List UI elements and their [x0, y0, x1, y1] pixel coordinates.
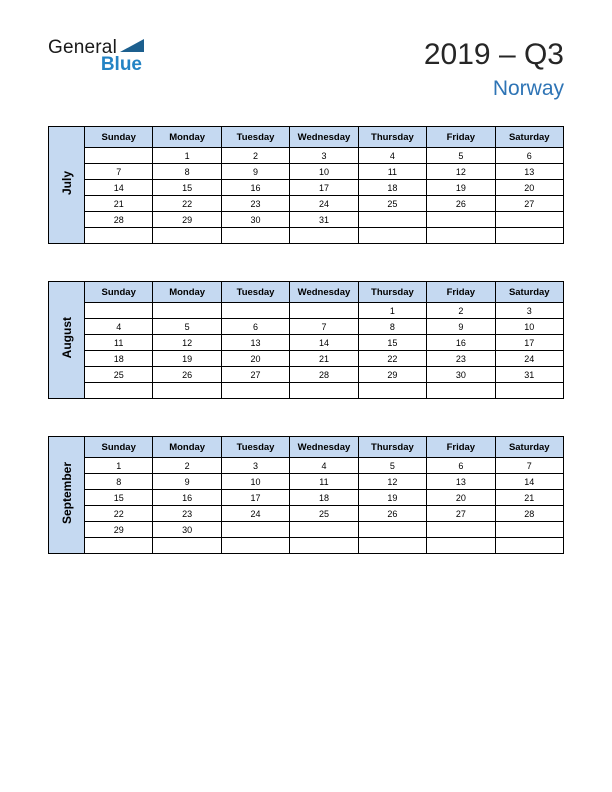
week-row [49, 474, 564, 490]
day-cell-august-23: 23 [427, 351, 495, 367]
empty-day-cell [221, 303, 289, 319]
day-cell-september-10: 10 [221, 474, 289, 490]
day-cell-july-3: 3 [290, 148, 358, 164]
day-cell-august-13: 13 [221, 335, 289, 351]
day-cell-september-14: 14 [495, 474, 563, 490]
day-cell-august-31: 31 [495, 367, 563, 383]
empty-day-cell [221, 228, 289, 244]
day-cell-july-21: 21 [85, 196, 153, 212]
logo [48, 38, 144, 74]
week-row [49, 303, 564, 319]
empty-day-cell [85, 538, 153, 554]
logo-text-blue: Blue [100, 54, 142, 75]
week-row [49, 335, 564, 351]
month-label-text: August [59, 317, 74, 359]
day-cell-september-1: 1 [85, 458, 153, 474]
day-header-friday: Friday [427, 437, 495, 458]
day-cell-september-13: 13 [427, 474, 495, 490]
day-header-saturday: Saturday [495, 437, 563, 458]
day-header-tuesday: Tuesday [221, 127, 289, 148]
page-header [0, 0, 612, 102]
day-header-saturday: Saturday [495, 282, 563, 303]
day-cell-august-1: 1 [358, 303, 426, 319]
day-cell-july-17: 17 [290, 180, 358, 196]
day-cell-july-23: 23 [221, 196, 289, 212]
day-cell-august-22: 22 [358, 351, 426, 367]
day-cell-july-25: 25 [358, 196, 426, 212]
empty-day-cell [495, 212, 563, 228]
day-header-tuesday: Tuesday [221, 282, 289, 303]
empty-day-cell [85, 148, 153, 164]
day-cell-september-4: 4 [290, 458, 358, 474]
day-cell-july-4: 4 [358, 148, 426, 164]
week-row [49, 148, 564, 164]
day-cell-september-15: 15 [85, 490, 153, 506]
day-cell-july-19: 19 [427, 180, 495, 196]
empty-day-cell [358, 212, 426, 228]
empty-day-cell [153, 383, 221, 399]
week-row [49, 351, 564, 367]
week-row [49, 367, 564, 383]
week-row [49, 196, 564, 212]
day-cell-september-27: 27 [427, 506, 495, 522]
day-header-monday: Monday [153, 282, 221, 303]
empty-day-cell [290, 522, 358, 538]
day-cell-september-6: 6 [427, 458, 495, 474]
day-header-sunday: Sunday [85, 282, 153, 303]
week-row [49, 212, 564, 228]
day-cell-july-10: 10 [290, 164, 358, 180]
day-cell-september-12: 12 [358, 474, 426, 490]
day-cell-september-25: 25 [290, 506, 358, 522]
month-label-text: July [59, 170, 74, 195]
day-cell-july-20: 20 [495, 180, 563, 196]
day-cell-july-16: 16 [221, 180, 289, 196]
day-cell-august-19: 19 [153, 351, 221, 367]
day-header-friday: Friday [427, 127, 495, 148]
empty-day-cell [358, 383, 426, 399]
empty-day-cell [290, 228, 358, 244]
day-header-row [49, 127, 564, 148]
day-cell-september-30: 30 [153, 522, 221, 538]
month-label-text: September [59, 461, 74, 524]
day-header-row [49, 282, 564, 303]
day-cell-july-7: 7 [85, 164, 153, 180]
day-cell-august-16: 16 [427, 335, 495, 351]
calendar-table-august [48, 281, 564, 399]
empty-day-cell [358, 522, 426, 538]
day-cell-august-27: 27 [221, 367, 289, 383]
day-cell-september-18: 18 [290, 490, 358, 506]
day-cell-august-4: 4 [85, 319, 153, 335]
empty-day-cell [427, 228, 495, 244]
day-cell-september-21: 21 [495, 490, 563, 506]
day-header-thursday: Thursday [358, 282, 426, 303]
month-label-august [49, 282, 85, 399]
day-cell-august-8: 8 [358, 319, 426, 335]
empty-day-cell [427, 522, 495, 538]
day-cell-august-18: 18 [85, 351, 153, 367]
day-cell-august-2: 2 [427, 303, 495, 319]
day-cell-july-12: 12 [427, 164, 495, 180]
day-cell-july-30: 30 [221, 212, 289, 228]
day-cell-july-27: 27 [495, 196, 563, 212]
day-header-tuesday: Tuesday [221, 437, 289, 458]
empty-day-cell [221, 383, 289, 399]
empty-day-cell [495, 383, 563, 399]
empty-day-cell [495, 522, 563, 538]
day-cell-september-16: 16 [153, 490, 221, 506]
day-cell-august-12: 12 [153, 335, 221, 351]
day-cell-september-3: 3 [221, 458, 289, 474]
week-row [49, 319, 564, 335]
day-header-monday: Monday [153, 437, 221, 458]
calendars-container [48, 126, 612, 554]
day-cell-july-24: 24 [290, 196, 358, 212]
day-cell-july-2: 2 [221, 148, 289, 164]
empty-day-cell [358, 538, 426, 554]
day-cell-august-5: 5 [153, 319, 221, 335]
day-header-saturday: Saturday [495, 127, 563, 148]
week-row [49, 458, 564, 474]
week-row [49, 383, 564, 399]
empty-day-cell [221, 538, 289, 554]
day-cell-august-7: 7 [290, 319, 358, 335]
day-header-thursday: Thursday [358, 437, 426, 458]
day-cell-september-2: 2 [153, 458, 221, 474]
day-header-sunday: Sunday [85, 127, 153, 148]
day-cell-july-26: 26 [427, 196, 495, 212]
day-cell-september-28: 28 [495, 506, 563, 522]
day-cell-september-5: 5 [358, 458, 426, 474]
day-cell-september-7: 7 [495, 458, 563, 474]
day-cell-september-26: 26 [358, 506, 426, 522]
week-row [49, 490, 564, 506]
day-cell-september-8: 8 [85, 474, 153, 490]
day-cell-july-11: 11 [358, 164, 426, 180]
day-header-friday: Friday [427, 282, 495, 303]
empty-day-cell [85, 303, 153, 319]
week-row [49, 506, 564, 522]
empty-day-cell [358, 228, 426, 244]
day-cell-july-15: 15 [153, 180, 221, 196]
day-cell-july-5: 5 [427, 148, 495, 164]
day-cell-august-30: 30 [427, 367, 495, 383]
day-cell-september-20: 20 [427, 490, 495, 506]
day-cell-september-22: 22 [85, 506, 153, 522]
day-cell-september-23: 23 [153, 506, 221, 522]
month-label-july [49, 127, 85, 244]
empty-day-cell [85, 228, 153, 244]
week-row [49, 522, 564, 538]
month-label-september [49, 437, 85, 554]
empty-day-cell [427, 212, 495, 228]
empty-day-cell [85, 383, 153, 399]
day-cell-august-14: 14 [290, 335, 358, 351]
day-cell-august-24: 24 [495, 351, 563, 367]
day-cell-july-6: 6 [495, 148, 563, 164]
day-cell-september-29: 29 [85, 522, 153, 538]
empty-day-cell [290, 303, 358, 319]
day-cell-july-29: 29 [153, 212, 221, 228]
empty-day-cell [290, 383, 358, 399]
empty-day-cell [495, 228, 563, 244]
empty-day-cell [153, 303, 221, 319]
calendar-table-july [48, 126, 564, 244]
day-cell-july-14: 14 [85, 180, 153, 196]
week-row [49, 228, 564, 244]
day-cell-july-31: 31 [290, 212, 358, 228]
day-cell-july-13: 13 [495, 164, 563, 180]
day-cell-august-21: 21 [290, 351, 358, 367]
empty-day-cell [221, 522, 289, 538]
page-title: 2019 – Q3 [423, 38, 564, 71]
page-subtitle: Norway [492, 77, 564, 100]
day-cell-july-8: 8 [153, 164, 221, 180]
day-cell-july-28: 28 [85, 212, 153, 228]
day-cell-august-29: 29 [358, 367, 426, 383]
day-cell-august-11: 11 [85, 335, 153, 351]
day-cell-september-17: 17 [221, 490, 289, 506]
day-cell-july-9: 9 [221, 164, 289, 180]
empty-day-cell [290, 538, 358, 554]
day-cell-august-10: 10 [495, 319, 563, 335]
week-row [49, 180, 564, 196]
day-cell-august-17: 17 [495, 335, 563, 351]
empty-day-cell [153, 538, 221, 554]
day-cell-july-22: 22 [153, 196, 221, 212]
week-row [49, 538, 564, 554]
day-cell-august-28: 28 [290, 367, 358, 383]
day-cell-september-24: 24 [221, 506, 289, 522]
day-cell-september-9: 9 [153, 474, 221, 490]
day-header-wednesday: Wednesday [290, 282, 358, 303]
day-cell-september-19: 19 [358, 490, 426, 506]
title-block [424, 38, 564, 102]
day-cell-july-1: 1 [153, 148, 221, 164]
day-header-thursday: Thursday [358, 127, 426, 148]
empty-day-cell [427, 383, 495, 399]
day-cell-august-20: 20 [221, 351, 289, 367]
day-cell-august-6: 6 [221, 319, 289, 335]
day-header-monday: Monday [153, 127, 221, 148]
day-cell-august-9: 9 [427, 319, 495, 335]
empty-day-cell [427, 538, 495, 554]
day-cell-september-11: 11 [290, 474, 358, 490]
day-cell-august-25: 25 [85, 367, 153, 383]
day-cell-august-3: 3 [495, 303, 563, 319]
day-header-wednesday: Wednesday [290, 127, 358, 148]
calendar-table-september [48, 436, 564, 554]
logo-text-general: General [48, 37, 117, 58]
day-header-wednesday: Wednesday [290, 437, 358, 458]
day-cell-august-15: 15 [358, 335, 426, 351]
day-header-sunday: Sunday [85, 437, 153, 458]
day-cell-august-26: 26 [153, 367, 221, 383]
week-row [49, 164, 564, 180]
day-cell-july-18: 18 [358, 180, 426, 196]
day-header-row [49, 437, 564, 458]
empty-day-cell [153, 228, 221, 244]
empty-day-cell [495, 538, 563, 554]
